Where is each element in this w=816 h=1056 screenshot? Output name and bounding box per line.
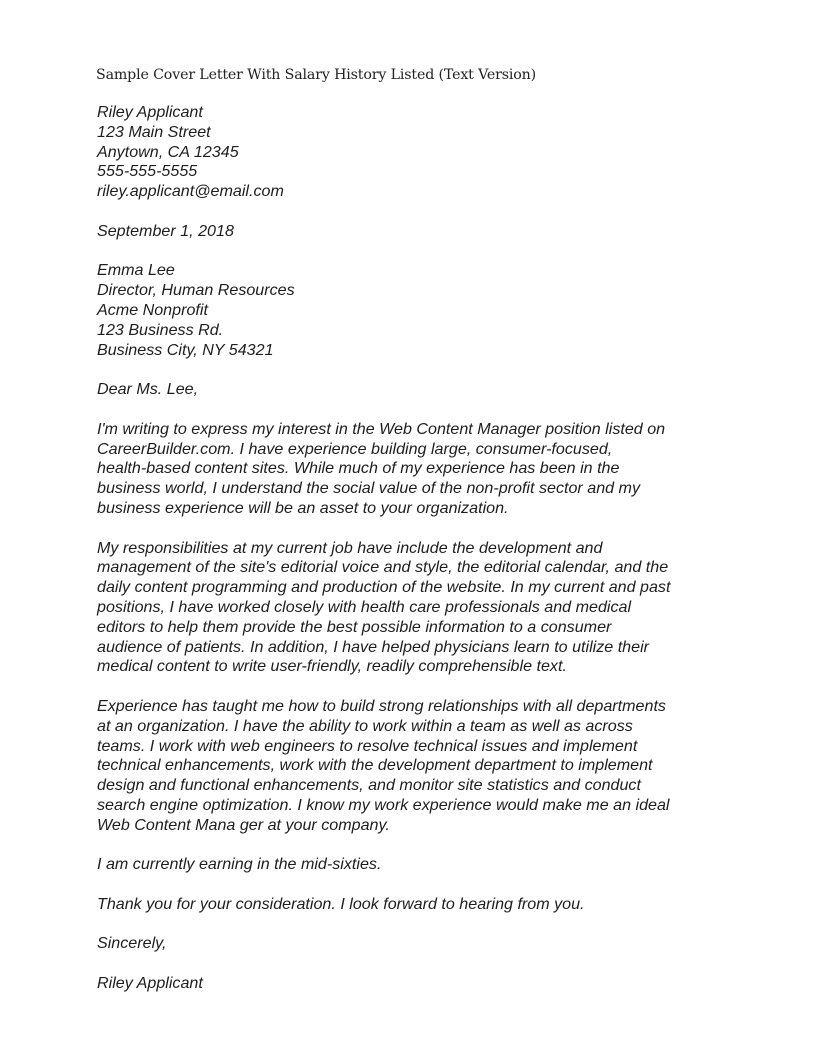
paragraph-responsibilities xyxy=(97,539,737,678)
recipient-organization: Acme Nonprofit xyxy=(97,300,208,319)
paragraph-line: management of the site's editorial voice and style, the editorial calendar, and the xyxy=(97,558,669,577)
paragraph-line: Web Content Mana ger at your company. xyxy=(97,815,390,834)
paragraph-line: search engine optimization. I know my work experience would make me an ideal xyxy=(97,795,670,814)
sender-street: 123 Main Street xyxy=(97,122,211,141)
letter-date-block xyxy=(97,222,737,242)
recipient-street: 123 Business Rd. xyxy=(97,320,224,339)
letter-body xyxy=(97,103,737,1014)
recipient-title: Director, Human Resources xyxy=(97,281,295,300)
paragraph-line: CareerBuilder.com. I have experience building large, consumer-focused, xyxy=(97,439,613,458)
paragraph-line: technical enhancements, work with the development department to implement xyxy=(97,756,653,775)
sender-name: Riley Applicant xyxy=(97,103,203,121)
paragraph-line: positions, I have worked closely with health care professionals and medical xyxy=(97,597,632,616)
sender-address xyxy=(97,103,737,202)
paragraph-line: business world, I understand the social value of the non-profit sector and my xyxy=(97,479,641,498)
sender-phone: 555-555-5555 xyxy=(97,162,198,181)
paragraph-interest xyxy=(97,420,737,519)
paragraph-line: health-based content sites. While much of my experience has been in the xyxy=(97,459,620,478)
paragraph-line: at an organization. I have the ability to work within a team as well as across xyxy=(97,716,633,735)
closing: Sincerely, xyxy=(97,934,167,953)
paragraph-line: audience of patients. In addition, I have helped physicians learn to utilize their xyxy=(97,637,650,656)
letter-date: September 1, 2018 xyxy=(97,221,234,240)
paragraph-line: business experience will be an asset to your organization. xyxy=(97,498,509,517)
paragraph-line: Thank you for your consideration. I look forward to hearing from you. xyxy=(97,894,585,913)
salutation-block xyxy=(97,380,737,400)
paragraph-line: I am currently earning in the mid-sixties. xyxy=(97,855,382,874)
recipient-city-state-zip: Business City, NY 54321 xyxy=(97,340,274,359)
sender-city-state-zip: Anytown, CA 12345 xyxy=(97,142,239,161)
paragraph-line: editors to help them provide the best possible information to a consumer xyxy=(97,617,612,636)
paragraph-experience xyxy=(97,697,737,836)
salutation: Dear Ms. Lee, xyxy=(97,380,199,399)
recipient-address xyxy=(97,261,737,360)
paragraph-line: My responsibilities at my current job have include the development and xyxy=(97,538,603,557)
paragraph-line: I'm writing to express my interest in the Web Content Manager position listed on xyxy=(97,419,666,438)
paragraph-salary xyxy=(97,855,737,875)
signature: Riley Applicant xyxy=(97,974,203,993)
paragraph-line: Experience has taught me how to build strong relationships with all departments xyxy=(97,696,666,715)
paragraph-line: medical content to write user-friendly, readily comprehensible text. xyxy=(97,657,567,676)
closing-block xyxy=(97,934,737,954)
paragraph-thanks xyxy=(97,895,737,915)
recipient-name: Emma Lee xyxy=(97,261,175,280)
document-title: Sample Cover Letter With Salary History Listed (Text Version) xyxy=(96,67,537,83)
signature-block xyxy=(97,974,737,994)
sender-email: riley.applicant@email.com xyxy=(97,182,284,201)
paragraph-line: design and functional enhancements, and monitor site statistics and conduct xyxy=(97,776,641,795)
paragraph-line: teams. I work with web engineers to resolve technical issues and implement xyxy=(97,736,638,755)
paragraph-line: daily content programming and production of the website. In my current and past xyxy=(97,578,671,597)
